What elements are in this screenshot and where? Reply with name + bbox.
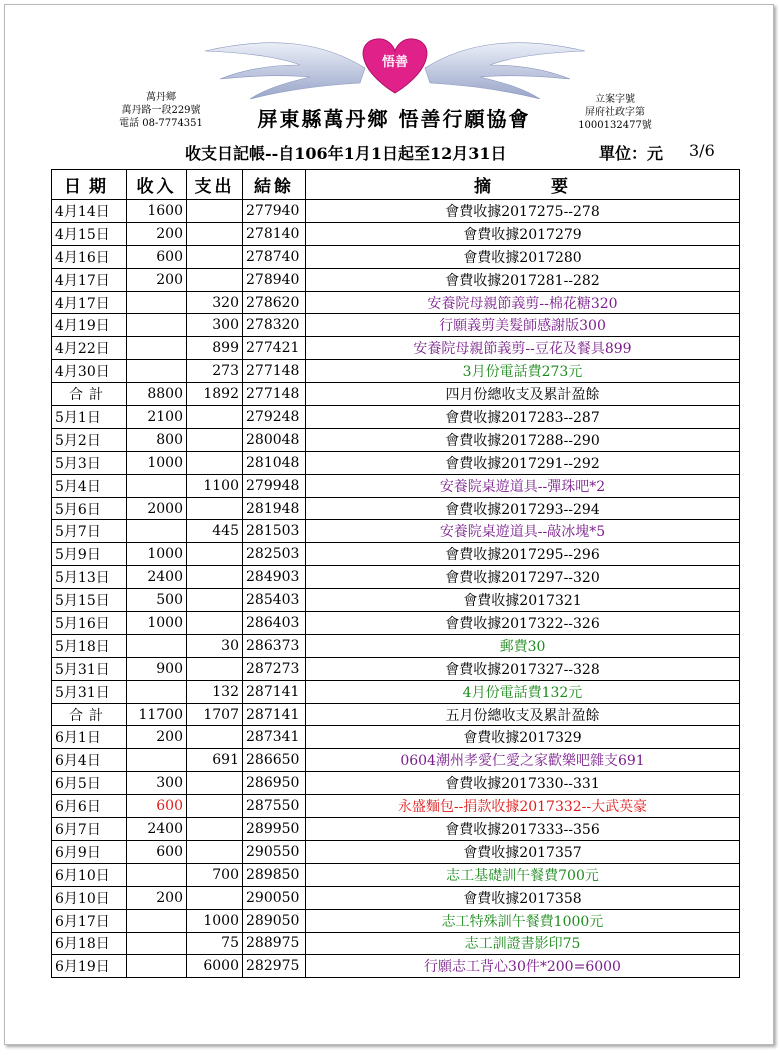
cell-income: 800: [127, 428, 187, 451]
cell-balance: 287550: [243, 795, 306, 818]
cell-date: 5月7日: [52, 520, 127, 543]
cell-date: 5月3日: [52, 451, 127, 474]
cell-expense: [187, 451, 243, 474]
ledger-heading: [185, 141, 745, 165]
heart-label: 悟善: [381, 55, 408, 70]
table-row: [52, 543, 740, 566]
table-row: [52, 680, 740, 703]
cell-balance: 281948: [243, 497, 306, 520]
cell-expense: [187, 497, 243, 520]
cell-summary: 會費收據2017291--292: [306, 451, 740, 474]
table-row: [52, 886, 740, 909]
column-header-balance: 結餘: [243, 170, 306, 200]
cell-date: 5月16日: [52, 612, 127, 635]
cell-summary: 3月份電話費273元: [306, 360, 740, 383]
cell-summary: 會費收據2017280: [306, 245, 740, 268]
cell-expense: 700: [187, 863, 243, 886]
cell-expense: [187, 795, 243, 818]
cell-income: [127, 337, 187, 360]
cell-summary: 會費收據2017279: [306, 222, 740, 245]
cell-date: 4月14日: [52, 200, 127, 223]
total-row: [52, 383, 740, 406]
cell-summary: 安養院桌遊道具--彈珠吧*2: [306, 474, 740, 497]
cell-income: 2000: [127, 497, 187, 520]
header-row: [52, 170, 740, 200]
total-row: [52, 703, 740, 726]
cell-balance: 278620: [243, 291, 306, 314]
cell-date: 4月17日: [52, 268, 127, 291]
cell-income: [127, 863, 187, 886]
table-row: [52, 589, 740, 612]
cell-date: 5月31日: [52, 657, 127, 680]
table-row: [52, 314, 740, 337]
cell-expense: 300: [187, 314, 243, 337]
cell-expense: [187, 200, 243, 223]
cell-expense: 691: [187, 749, 243, 772]
cell-summary: 會費收據2017288--290: [306, 428, 740, 451]
cell-date: 4月16日: [52, 245, 127, 268]
cell-income: 600: [127, 245, 187, 268]
cell-balance: 277148: [243, 360, 306, 383]
cell-expense: [187, 428, 243, 451]
cell-summary: 會費收據2017322--326: [306, 612, 740, 635]
cell-date: 6月9日: [52, 840, 127, 863]
cell-balance: 279248: [243, 406, 306, 429]
cell-date: 5月1日: [52, 406, 127, 429]
cell-date: 4月22日: [52, 337, 127, 360]
table-row: [52, 337, 740, 360]
table-row: [52, 840, 740, 863]
cell-summary: 會費收據2017283--287: [306, 406, 740, 429]
cell-income: [127, 909, 187, 932]
table-row: [52, 772, 740, 795]
cell-summary: 志工基礎訓午餐費700元: [306, 863, 740, 886]
cell-expense: 30: [187, 634, 243, 657]
ledger-body: [52, 200, 740, 978]
cell-balance: 281503: [243, 520, 306, 543]
column-header-summary: 摘要: [306, 170, 740, 200]
currency-unit: 單位：元: [599, 144, 664, 163]
cell-summary: 安養院母親節義剪--棉花糖320: [306, 291, 740, 314]
cell-income: 200: [127, 268, 187, 291]
cell-date: 5月9日: [52, 543, 127, 566]
table-row: [52, 360, 740, 383]
table-row: [52, 657, 740, 680]
cell-expense: [187, 657, 243, 680]
cell-balance: 290550: [243, 840, 306, 863]
cell-date: 6月5日: [52, 772, 127, 795]
table-row: [52, 612, 740, 635]
cell-income: 1600: [127, 200, 187, 223]
cell-expense: [187, 589, 243, 612]
cell-expense: 273: [187, 360, 243, 383]
cell-summary: 會費收據2017297--320: [306, 566, 740, 589]
cell-expense: [187, 818, 243, 841]
cell-expense: 445: [187, 520, 243, 543]
cell-summary: 會費收據2017330--331: [306, 772, 740, 795]
cell-date: 5月31日: [52, 680, 127, 703]
organization-name: 屏東縣萬丹鄉 悟善行願協會: [257, 107, 531, 131]
cell-date: 4月17日: [52, 291, 127, 314]
cell-expense: [187, 840, 243, 863]
cell-income: 1000: [127, 612, 187, 635]
cell-expense: 6000: [187, 955, 243, 978]
cell-income: [127, 474, 187, 497]
cell-income: 200: [127, 726, 187, 749]
cell-date: 4月15日: [52, 222, 127, 245]
cell-summary: 行願志工背心30件*200=6000: [306, 955, 740, 978]
cell-date: 6月19日: [52, 955, 127, 978]
table-row: [52, 291, 740, 314]
cell-summary: 安養院桌遊道具--敲冰塊*5: [306, 520, 740, 543]
cell-summary: 會費收據2017358: [306, 886, 740, 909]
cell-date: 5月15日: [52, 589, 127, 612]
cell-expense: [187, 566, 243, 589]
table-row: [52, 497, 740, 520]
table-row: [52, 428, 740, 451]
cell-income: [127, 291, 187, 314]
cell-income: 200: [127, 886, 187, 909]
cell-summary: 四月份總收支及累計盈餘: [306, 383, 740, 406]
cell-income: 2400: [127, 566, 187, 589]
cell-date: 6月18日: [52, 932, 127, 955]
cell-date: 6月7日: [52, 818, 127, 841]
cell-balance: 290050: [243, 886, 306, 909]
cell-balance: 289850: [243, 863, 306, 886]
table-row: [52, 406, 740, 429]
cell-balance: 282503: [243, 543, 306, 566]
cell-date: 4月19日: [52, 314, 127, 337]
cell-income: [127, 634, 187, 657]
cell-expense: 320: [187, 291, 243, 314]
cell-balance: 278320: [243, 314, 306, 337]
column-header-expense: 支出: [187, 170, 243, 200]
cell-summary: 安養院母親節義剪--豆花及餐具899: [306, 337, 740, 360]
table-row: [52, 863, 740, 886]
cell-date: 合計: [52, 703, 127, 726]
cell-expense: 1100: [187, 474, 243, 497]
column-header-income: 收入: [127, 170, 187, 200]
cell-summary: 會費收據2017321: [306, 589, 740, 612]
cell-date: 6月10日: [52, 886, 127, 909]
cell-date: 6月10日: [52, 863, 127, 886]
column-header-date: 日期: [52, 170, 127, 200]
cell-expense: [187, 612, 243, 635]
cell-balance: 288975: [243, 932, 306, 955]
cell-balance: 286950: [243, 772, 306, 795]
table-row: [52, 520, 740, 543]
table-row: [52, 566, 740, 589]
cell-income: [127, 955, 187, 978]
cell-summary: 會費收據2017295--296: [306, 543, 740, 566]
cell-summary: 會費收據2017333--356: [306, 818, 740, 841]
cell-income: 1000: [127, 451, 187, 474]
cell-balance: 284903: [243, 566, 306, 589]
cell-income: 500: [127, 589, 187, 612]
table-row: [52, 451, 740, 474]
table-row: [52, 818, 740, 841]
cell-expense: 899: [187, 337, 243, 360]
cell-balance: 281048: [243, 451, 306, 474]
cell-balance: 287141: [243, 703, 306, 726]
cell-balance: 282975: [243, 955, 306, 978]
cell-date: 6月6日: [52, 795, 127, 818]
cell-summary: 會費收據2017327--328: [306, 657, 740, 680]
cell-balance: 277421: [243, 337, 306, 360]
ledger-page: [4, 4, 774, 1045]
table-row: [52, 245, 740, 268]
cell-income: 600: [127, 795, 187, 818]
cell-income: 200: [127, 222, 187, 245]
cell-summary: 志工特殊訓午餐費1000元: [306, 909, 740, 932]
ledger-title: 收支日記帳--自106年1月1日起至12月31日: [185, 144, 507, 163]
cell-summary: 五月份總收支及累計盈餘: [306, 703, 740, 726]
cell-date: 6月4日: [52, 749, 127, 772]
cell-summary: 4月份電話費132元: [306, 680, 740, 703]
table-row: [52, 795, 740, 818]
table-row: [52, 634, 740, 657]
cell-income: 11700: [127, 703, 187, 726]
cell-balance: 286403: [243, 612, 306, 635]
cell-balance: 278940: [243, 268, 306, 291]
cell-date: 5月4日: [52, 474, 127, 497]
cell-balance: 289050: [243, 909, 306, 932]
cell-balance: 287141: [243, 680, 306, 703]
cell-balance: 287273: [243, 657, 306, 680]
cell-income: 2400: [127, 818, 187, 841]
cell-expense: [187, 268, 243, 291]
cell-summary: 會費收據2017329: [306, 726, 740, 749]
cell-balance: 289950: [243, 818, 306, 841]
cell-balance: 277148: [243, 383, 306, 406]
cell-summary: 會費收據2017281--282: [306, 268, 740, 291]
cell-income: [127, 314, 187, 337]
table-row: [52, 955, 740, 978]
cell-summary: 郵費30: [306, 634, 740, 657]
cell-expense: [187, 245, 243, 268]
cell-expense: [187, 406, 243, 429]
cell-income: 2100: [127, 406, 187, 429]
cell-summary: 會費收據2017357: [306, 840, 740, 863]
cell-expense: 1000: [187, 909, 243, 932]
cell-expense: [187, 772, 243, 795]
cell-date: 5月18日: [52, 634, 127, 657]
table-row: [52, 474, 740, 497]
cell-income: [127, 360, 187, 383]
cell-income: [127, 680, 187, 703]
cell-expense: [187, 543, 243, 566]
cell-balance: 278740: [243, 245, 306, 268]
cell-balance: 285403: [243, 589, 306, 612]
cell-date: 5月6日: [52, 497, 127, 520]
cell-expense: 75: [187, 932, 243, 955]
cell-balance: 286650: [243, 749, 306, 772]
cell-income: 600: [127, 840, 187, 863]
cell-summary: 志工訓證書影印75: [306, 932, 740, 955]
cell-date: 5月13日: [52, 566, 127, 589]
table-row: [52, 749, 740, 772]
cell-income: [127, 749, 187, 772]
cell-expense: [187, 886, 243, 909]
cell-expense: [187, 222, 243, 245]
table-row: [52, 222, 740, 245]
page-number: 3/6: [689, 141, 715, 160]
cell-expense: [187, 726, 243, 749]
cell-date: 4月30日: [52, 360, 127, 383]
cell-income: 900: [127, 657, 187, 680]
cell-summary: 0604潮州孝愛仁愛之家歡樂吧雜支691: [306, 749, 740, 772]
table-row: [52, 200, 740, 223]
cell-income: 300: [127, 772, 187, 795]
cell-expense: 1707: [187, 703, 243, 726]
cell-expense: 1892: [187, 383, 243, 406]
cell-balance: 286373: [243, 634, 306, 657]
registration-number: 立案字號 屏府社政字第 1000132477號: [578, 94, 652, 131]
table-row: [52, 909, 740, 932]
cell-date: 6月1日: [52, 726, 127, 749]
cell-summary: 永盛麵包--捐款收據2017332--大武英豪: [306, 795, 740, 818]
cell-summary: 會費收據2017275--278: [306, 200, 740, 223]
ledger-table: [51, 169, 740, 978]
cell-balance: 279948: [243, 474, 306, 497]
cell-date: 5月2日: [52, 428, 127, 451]
table-row: [52, 268, 740, 291]
cell-balance: 287341: [243, 726, 306, 749]
cell-income: [127, 932, 187, 955]
cell-summary: 行願義剪美髮師感謝版300: [306, 314, 740, 337]
cell-balance: 278140: [243, 222, 306, 245]
association-address: 萬丹鄉 萬丹路一段229號 電話 08-7774351: [119, 92, 203, 129]
cell-expense: 132: [187, 680, 243, 703]
cell-date: 6月17日: [52, 909, 127, 932]
table-row: [52, 932, 740, 955]
table-row: [52, 726, 740, 749]
cell-income: 8800: [127, 383, 187, 406]
cell-income: 1000: [127, 543, 187, 566]
cell-balance: 280048: [243, 428, 306, 451]
cell-income: [127, 520, 187, 543]
cell-date: 合計: [52, 383, 127, 406]
cell-summary: 會費收據2017293--294: [306, 497, 740, 520]
cell-balance: 277940: [243, 200, 306, 223]
